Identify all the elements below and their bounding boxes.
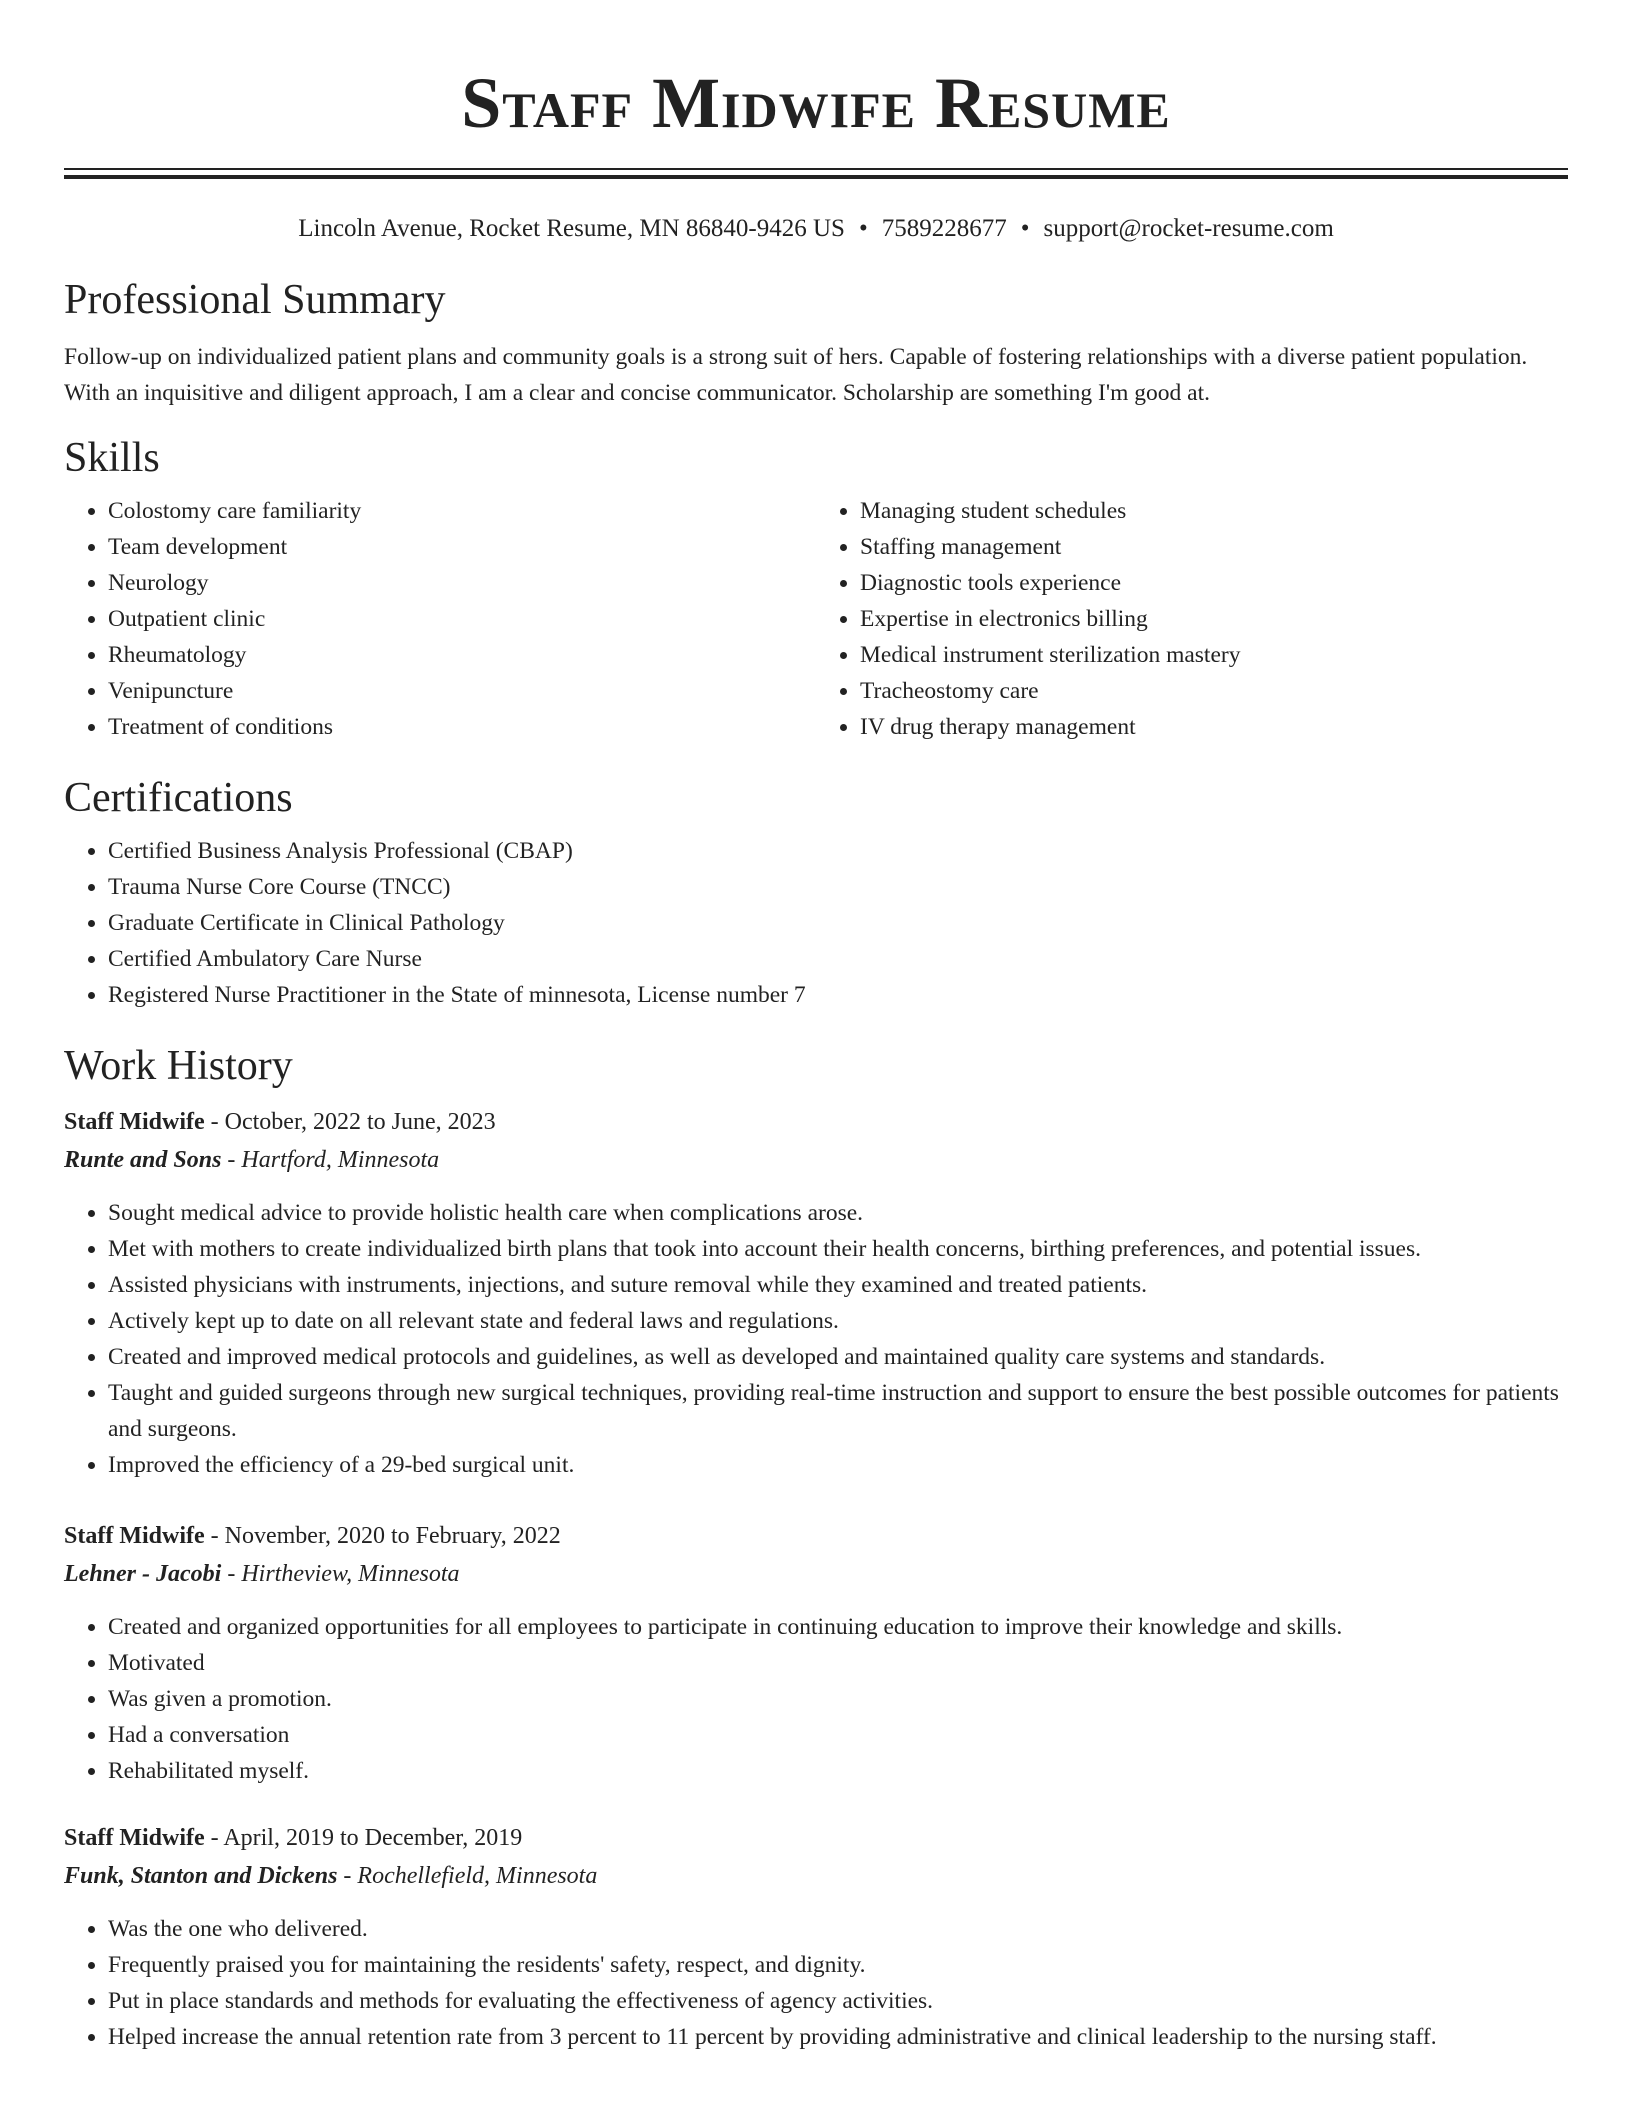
summary-text: Follow-up on individualized patient plans and community goals is a strong suit of hers. Capable of fostering relationships with a diverse patient population. With an inquisitive and diligent approach, I am a clear and concise communicator. Scholarship are something I'm good at. [64,344,1528,406]
job-bullet: • Taught and guided surgeons through new surgical techniques, providing real-time instruction and support to ensure the best possible outcomes for patients and surgeons. [108,1375,1568,1447]
job-bullet: • Rehabilitated myself. [108,1753,1568,1789]
skill-item: • Neurology [108,565,816,601]
skill-item: • Team development [108,529,816,565]
contact-line [64,213,1568,245]
job-bullets [64,1609,1568,1789]
skill-item: • Rheumatology [108,637,816,673]
skills-list-right [816,493,1568,745]
job-dates: November, 2020 to February, 2022 [224,1523,561,1549]
job-location: Rochellefield, Minnesota [357,1863,598,1889]
job-dates: October, 2022 to June, 2023 [224,1109,496,1135]
job-dash: - [221,1147,242,1173]
skill-item: • Colostomy care familiarity [108,493,816,529]
job-bullet: • Frequently praised you for maintaining the residents' safety, respect, and dignity. [108,1947,1568,1983]
contact-phone: 7589228677 [881,215,1007,242]
job-entry [64,1103,1568,1483]
job-dash: - [204,1825,224,1851]
job-bullet: • Improved the efficiency of a 29-bed surgical unit. [108,1447,1568,1483]
job-bullet: • Was given a promotion. [108,1681,1568,1717]
job-bullet: • Helped increase the annual retention rate from 3 percent to 11 percent by providing administrative and clinical leadership to the nursing staff. [108,2019,1568,2055]
skill-item: • Expertise in electronics billing [860,601,1568,637]
skill-item: • Diagnostic tools experience [860,565,1568,601]
skill-item: • Managing student schedules [860,493,1568,529]
job-bullets [64,1911,1568,2055]
skill-item: • IV drug therapy management [860,709,1568,745]
resume-title: Staff Midwife Resume [461,63,1171,143]
job-company: Runte and Sons [64,1147,222,1173]
job-dates: April, 2019 to December, 2019 [223,1825,523,1851]
job-bullet: • Created and organized opportunities for all employees to participate in continuing education to improve their knowledge and skills. [108,1609,1568,1645]
job-role: Staff Midwife [64,1825,205,1851]
skill-item: • Medical instrument sterilization mastery [860,637,1568,673]
skills-list-left [64,493,816,745]
certification-item: • Trauma Nurse Core Course (TNCC) [108,869,1568,905]
certification-item: • Certified Ambulatory Care Nurse [108,941,1568,977]
job-dash: - [204,1523,225,1549]
certifications-list [64,833,1568,1013]
job-company: Lehner - Jacobi [64,1561,222,1587]
skill-item: • Outpatient clinic [108,601,816,637]
contact-address: Lincoln Avenue, Rocket Resume, MN 86840-9426 US [298,215,845,242]
job-location: Hirtheview, Minnesota [241,1561,460,1587]
contact-separator: • [858,215,868,242]
skill-item: • Venipuncture [108,673,816,709]
job-title-line [64,1103,1568,1141]
job-bullet: • Put in place standards and methods for evaluating the effectiveness of agency activities. [108,1983,1568,2019]
certification-item: • Registered Nurse Practitioner in the State of minnesota, License number 7 [108,977,1568,1013]
job-bullet: • Sought medical advice to provide holistic health care when complications arose. [108,1195,1568,1231]
job-role: Staff Midwife [64,1109,205,1135]
job-company-line [64,1141,1568,1179]
job-dash: - [221,1561,242,1587]
job-location: Hartford, Minnesota [241,1147,440,1173]
job-bullet: • Created and improved medical protocols and guidelines, as well as developed and maintained quality care systems and standards. [108,1339,1568,1375]
skill-item: • Staffing management [860,529,1568,565]
job-company-line [64,1555,1568,1593]
job-company-line [64,1857,1568,1895]
job-bullet: • Had a conversation [108,1717,1568,1753]
job-bullet: • Met with mothers to create individualized birth plans that took into account their health concerns, birthing preferences, and potential issues. [108,1231,1568,1267]
contact-email: support@rocket-resume.com [1043,215,1334,242]
contact-separator: • [1020,215,1030,242]
skills-grid [64,493,1568,745]
job-dash: - [337,1863,358,1889]
job-title-line [64,1819,1568,1857]
skill-item: • Treatment of conditions [108,709,816,745]
job-dash: - [204,1109,225,1135]
certification-item: • Graduate Certificate in Clinical Pathology [108,905,1568,941]
work-history-heading: Work History [64,1043,293,1089]
job-role: Staff Midwife [64,1523,205,1549]
summary-heading: Professional Summary [64,277,446,323]
certifications-heading: Certifications [64,775,293,821]
job-title-line [64,1517,1568,1555]
job-entry [64,1517,1568,1789]
skill-item: • Tracheostomy care [860,673,1568,709]
skills-heading: Skills [64,435,160,481]
job-bullet: • Was the one who delivered. [108,1911,1568,1947]
job-bullet: • Actively kept up to date on all relevant state and federal laws and regulations. [108,1303,1568,1339]
job-bullets [64,1195,1568,1483]
job-entry [64,1819,1568,2055]
job-bullet: • Assisted physicians with instruments, injections, and suture removal while they examined and treated patients. [108,1267,1568,1303]
job-bullet: • Motivated [108,1645,1568,1681]
job-company: Funk, Stanton and Dickens [64,1863,338,1889]
certification-item: • Certified Business Analysis Professional (CBAP) [108,833,1568,869]
title-divider [64,168,1568,179]
